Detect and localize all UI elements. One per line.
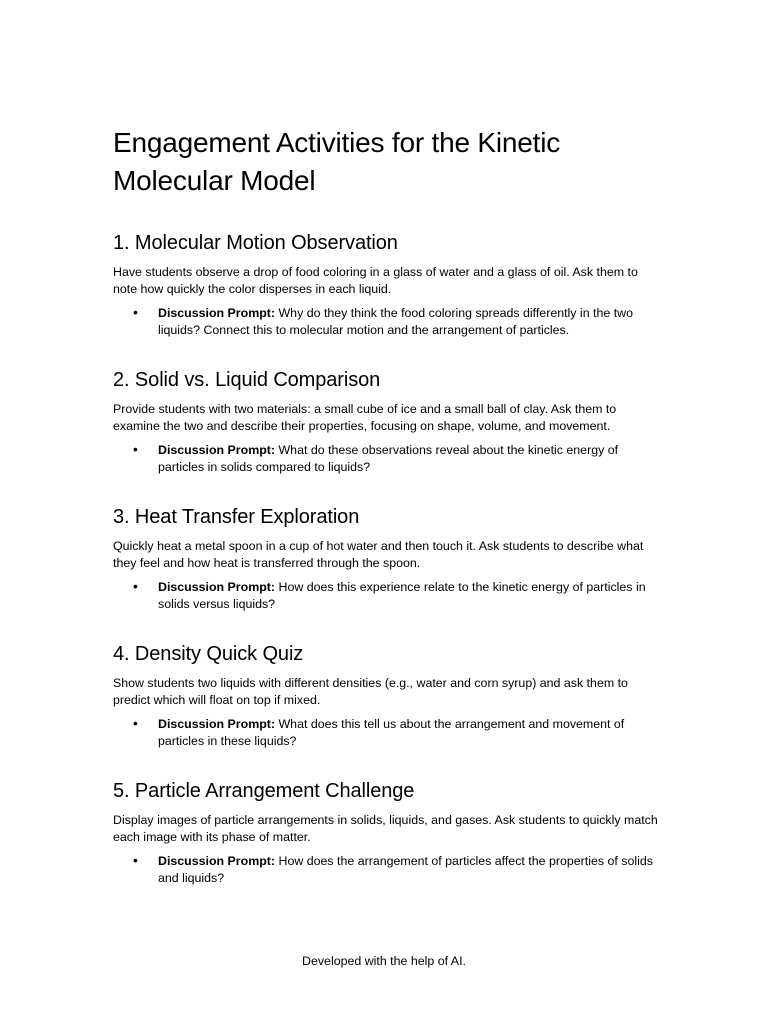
activity-description: Display images of particle arrangements in solids, liquids, and gases. Ask students to quickly match each image with its phase of matter. <box>113 813 658 844</box>
activity-section <box>113 641 658 750</box>
discussion-prompt <box>113 305 658 339</box>
bullet-icon: • <box>133 441 138 457</box>
activity-description: Quickly heat a metal spoon in a cup of hot water and then touch it. Ask students to describe what they feel and how heat is transferred through the spoon. <box>113 539 644 570</box>
activity-heading: 5. Particle Arrangement Challenge <box>113 780 415 802</box>
bullet-icon: • <box>133 852 138 868</box>
discussion-prompt-text: Why do they think the food coloring spreads differently in the two liquids? Connect this to molecular motion and the arrangement of particles. <box>158 306 633 337</box>
document-body <box>113 124 658 887</box>
bullet-icon: • <box>133 578 138 594</box>
activity-description: Provide students with two materials: a small cube of ice and a small ball of clay. Ask them to examine the two and describe their properties, focusing on shape, volume, and movement. <box>113 402 617 433</box>
discussion-prompt-label: Discussion Prompt: <box>158 717 276 731</box>
discussion-prompt <box>113 716 658 750</box>
discussion-prompt-text: How does this experience relate to the kinetic energy of particles in solids versus liquids? <box>158 580 646 611</box>
discussion-prompt-text: What do these observations reveal about the kinetic energy of particles in solids compared to liquids? <box>158 443 619 474</box>
discussion-prompt <box>113 442 658 476</box>
discussion-prompt-label: Discussion Prompt: <box>158 306 276 320</box>
activity-section <box>113 230 658 339</box>
bullet-icon: • <box>133 715 138 731</box>
discussion-prompt <box>113 853 658 887</box>
activities-list <box>113 230 658 887</box>
activity-section <box>113 778 658 887</box>
activity-section <box>113 367 658 476</box>
discussion-prompt <box>113 579 658 613</box>
discussion-prompt-label: Discussion Prompt: <box>158 443 276 457</box>
footer-note: Developed with the help of AI. <box>302 954 466 968</box>
discussion-prompt-text: What does this tell us about the arrangement and movement of particles in these liquids? <box>158 717 625 748</box>
discussion-prompt-text: How does the arrangement of particles affect the properties of solids and liquids? <box>158 854 653 885</box>
activity-heading: 3. Heat Transfer Exploration <box>113 506 360 528</box>
activity-heading: 4. Density Quick Quiz <box>113 643 304 665</box>
activity-description: Have students observe a drop of food coloring in a glass of water and a glass of oil. Ask them to note how quickly the color disperses in each liquid. <box>113 265 638 296</box>
activity-heading: 2. Solid vs. Liquid Comparison <box>113 369 381 391</box>
document-title: Engagement Activities for the Kinetic Molecular Model <box>113 127 561 196</box>
activity-description: Show students two liquids with different densities (e.g., water and corn syrup) and ask them to predict which will float on top if mixed. <box>113 676 628 707</box>
discussion-prompt-label: Discussion Prompt: <box>158 580 276 594</box>
discussion-prompt-label: Discussion Prompt: <box>158 854 276 868</box>
activity-heading: 1. Molecular Motion Observation <box>113 232 398 254</box>
activity-section <box>113 504 658 613</box>
bullet-icon: • <box>133 304 138 320</box>
